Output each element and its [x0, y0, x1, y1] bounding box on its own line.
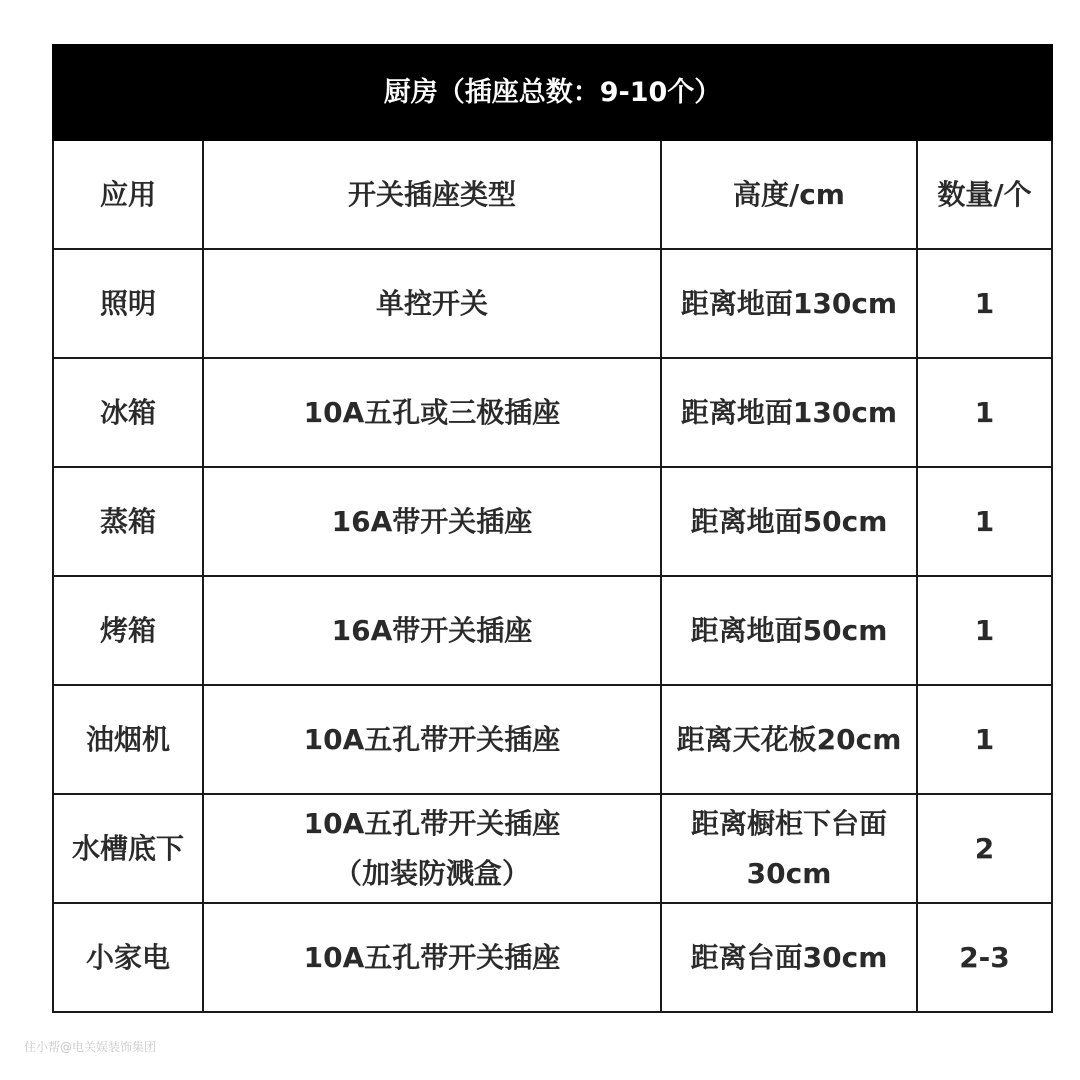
cell-height	[661, 249, 917, 358]
header-type: 开关插座类型	[203, 140, 661, 249]
header-height: 高度/cm	[661, 140, 917, 249]
table-row	[53, 358, 1052, 467]
table-row	[53, 576, 1052, 685]
cell-use: 水槽底下	[53, 794, 203, 903]
table-header-row	[53, 140, 1052, 249]
cell-quantity: 1	[917, 249, 1052, 358]
cell-quantity: 1	[917, 576, 1052, 685]
cell-height	[661, 903, 917, 1012]
cell-height	[661, 358, 917, 467]
table-row	[53, 467, 1052, 576]
cell-type-line: （加装防溅盒）	[333, 856, 530, 890]
cell-use: 烤箱	[53, 576, 203, 685]
cell-type-line: 10A五孔带开关插座	[303, 806, 561, 840]
table-row	[53, 685, 1052, 794]
cell-type-line: 单控开关	[375, 286, 488, 320]
table-title-row	[53, 45, 1052, 140]
cell-type	[203, 903, 661, 1012]
cell-use: 蒸箱	[53, 467, 203, 576]
cell-height-line: 距离台面30cm	[690, 940, 888, 974]
cell-quantity: 1	[917, 685, 1052, 794]
cell-quantity: 2-3	[917, 903, 1052, 1012]
cell-type	[203, 358, 661, 467]
cell-type-line: 16A带开关插座	[331, 613, 533, 647]
cell-height	[661, 685, 917, 794]
cell-type-line: 10A五孔带开关插座	[303, 722, 561, 756]
cell-type	[203, 685, 661, 794]
cell-type-line: 10A五孔带开关插座	[303, 940, 561, 974]
cell-type-line: 16A带开关插座	[331, 504, 533, 538]
header-quantity: 数量/个	[917, 140, 1052, 249]
watermark: 住小帮@电关娱装饰集团	[24, 1040, 157, 1054]
kitchen-socket-table	[52, 44, 1053, 1013]
table-row	[53, 249, 1052, 358]
cell-use: 照明	[53, 249, 203, 358]
cell-type	[203, 794, 661, 903]
cell-height-line: 距离地面130cm	[680, 395, 898, 429]
table-title: 厨房（插座总数：9-10个）	[53, 45, 1052, 140]
cell-height	[661, 794, 917, 903]
cell-use: 油烟机	[53, 685, 203, 794]
cell-height-line: 30cm	[746, 856, 832, 890]
socket-table-container	[52, 44, 1051, 1013]
cell-type-line: 10A五孔或三极插座	[303, 395, 561, 429]
cell-type	[203, 467, 661, 576]
cell-height-line: 距离天花板20cm	[676, 722, 902, 756]
cell-height	[661, 576, 917, 685]
cell-height-line: 距离地面130cm	[680, 286, 898, 320]
cell-quantity: 2	[917, 794, 1052, 903]
cell-height	[661, 467, 917, 576]
cell-quantity: 1	[917, 467, 1052, 576]
cell-use: 冰箱	[53, 358, 203, 467]
cell-quantity: 1	[917, 358, 1052, 467]
header-use: 应用	[53, 140, 203, 249]
cell-use: 小家电	[53, 903, 203, 1012]
cell-type	[203, 249, 661, 358]
cell-type	[203, 576, 661, 685]
cell-height-line: 距离橱柜下台面	[690, 806, 887, 840]
cell-height-line: 距离地面50cm	[690, 613, 888, 647]
cell-height-line: 距离地面50cm	[690, 504, 888, 538]
table-row	[53, 794, 1052, 903]
table-row	[53, 903, 1052, 1012]
